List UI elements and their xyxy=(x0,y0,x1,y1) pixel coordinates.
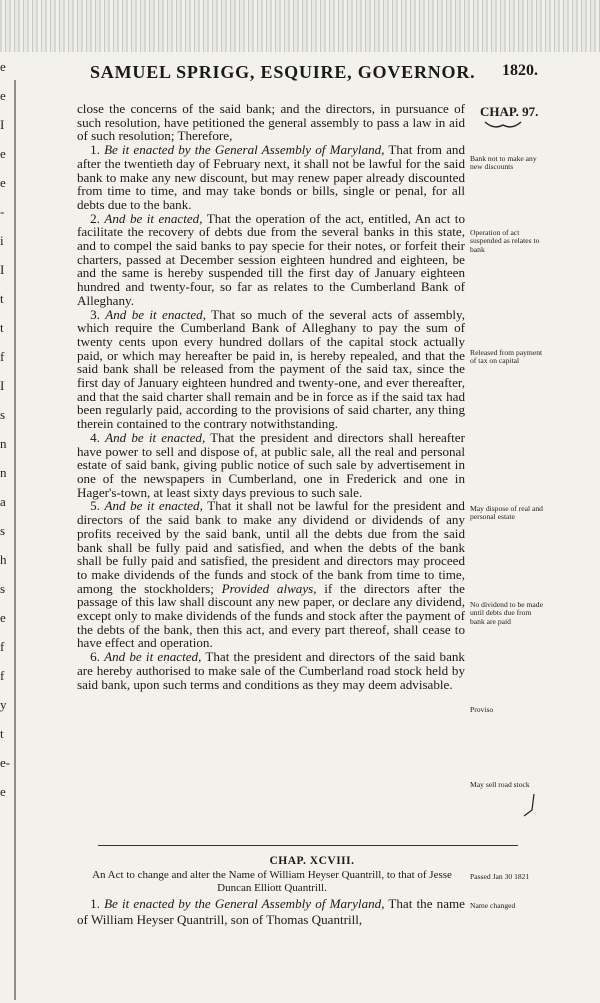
chapter-98-act-title: An Act to change and alter the Name of William Heyser Quantrill, to that of Jesse Duncan Elliott Quantrill. xyxy=(92,869,452,894)
gutter-letter: n xyxy=(0,436,7,451)
running-title: SAMUEL SPRIGG, ESQUIRE, GOVERNOR. xyxy=(90,62,476,82)
gutter-letter: - xyxy=(0,204,5,219)
gutter-letter: n xyxy=(0,465,7,480)
page-fold-line xyxy=(14,80,16,1000)
preamble-end: close the concerns of the said bank; and the directors, in pursuance of such resolution, have petitioned the general assembly to pass a law in aid of such resolution; Therefore, xyxy=(77,101,465,144)
gutter-letter: s xyxy=(0,407,6,422)
margin-note-proviso: Proviso xyxy=(470,705,494,714)
adjacent-page-gutter xyxy=(0,52,12,1003)
gutter-letter: s xyxy=(0,523,6,538)
margin-note-passed-date: Passed Jan 30 1821 xyxy=(470,872,530,881)
gutter-letter: e- xyxy=(0,755,11,770)
gutter-letter: y xyxy=(0,697,7,712)
margin-note-name-changed: Name changed xyxy=(470,901,516,910)
statute-body xyxy=(77,102,465,691)
section-4: 4. And be it enacted, That the president and directors shall hereafter have power to sell and dispose of, at public sale, all the real and personal estate of said bank, giving public notice of such sale by advertisement in one of the newspapers in Cumberland, one in Frederick and one in Hager's-town, at least sixty days previous to such sale. xyxy=(77,429,465,500)
section-6: 6. And be it enacted, That the president and directors of the said bank are hereby authorised to make sale of the Cumberland road stock held by said bank, upon such terms and conditions as they may deem advisable. xyxy=(77,649,465,692)
gutter-letter: I xyxy=(0,117,5,132)
margin-note-road-stock: May sell road stock xyxy=(470,780,530,789)
gutter-letter: e xyxy=(0,784,6,799)
margin-note-act-suspended: Operation of act suspended as relates to bank xyxy=(470,228,540,254)
margin-note-dispose-estate: May dispose of real and personal estate xyxy=(470,504,543,522)
gutter-letter: f xyxy=(0,668,5,683)
margin-note-no-dividend: No dividend to be made until debts due from bank are paid xyxy=(470,600,543,626)
section-1: 1. Be it enacted by the General Assembly of Maryland, That from and after the twentieth day of February next, it shall not be lawful for the said bank to make any new discount, but may renew paper already discounted from time to time, and may take bonds or bills, single or penal, for all debts due to the bank. xyxy=(77,142,466,212)
pen-mark xyxy=(520,792,540,822)
gutter-letter: e xyxy=(0,175,6,190)
section-5: 5. And be it enacted, That it shall not be lawful for the president and directors of the said bank to make any dividend or dividends of any profits received by the said bank, until all the debts due from the said bank shall be fully paid and satisfied, and when the debts of the bank shall be fully paid and satisfied, the president and directors may proceed to make dividends of the funds and stock of the bank from time to time, among the stockholders; Provided always, if the directors after the passage of this law shall discount any new paper, or declare any dividend, except only to make dividends of the funds and stock after the payment of the debts of the bank, then this act, and every part thereof, shall cease to have effect and operation. xyxy=(77,498,465,651)
gutter-letter: s xyxy=(0,581,6,596)
chapter-side-label: CHAP. 97. xyxy=(480,104,539,119)
gutter-letter: t xyxy=(0,291,4,306)
scan-noise-band xyxy=(0,0,600,52)
gutter-letter: t xyxy=(0,726,4,741)
gutter-letter: i xyxy=(0,233,4,248)
section-3: 3. And be it enacted, That so much of the several acts of assembly, which require the Cumberland Bank of Alleghany to pay the sum of twenty cents upon every hundred dollars of the capital stock actually paid, or which may hereafter be paid in, is hereby repealed, and that the said bank shall be released from the payment of the said tax, since the first day of January eighteen hundred and twenty-one, and ever thereafter, and that the said charter shall remain and be in force as if the said tax had been regularly paid, according to the provisions of said charter, any thing therein contained to the contrary notwithstanding. xyxy=(77,306,465,432)
running-header xyxy=(0,62,600,86)
margin-note-no-discounts: Bank not to make any new discounts xyxy=(470,154,537,172)
section-2: 2. And be it enacted, That the operation of the act, entitled, An act to facilitate the recovery of debts due from the several banks in this state, and to compel the said banks to pay specie for their notes, or forfeit their charters, passed at December session eighteen hundred and eighteen, be and the same is hereby suspended till the first day of January eighteen hundred and twenty-four, so far as relates to the Cumberland Bank of Alleghany. xyxy=(77,210,465,308)
gutter-letter: e xyxy=(0,88,6,103)
gutter-letter: I xyxy=(0,378,5,393)
gutter-letter: e xyxy=(0,59,6,74)
gutter-letter: f xyxy=(0,639,5,654)
gutter-letter: e xyxy=(0,146,6,161)
gutter-letter: a xyxy=(0,494,6,509)
section-divider xyxy=(98,845,518,846)
gutter-letter: t xyxy=(0,320,4,335)
page-year: 1820. xyxy=(502,62,538,79)
chapter-98-section-1: 1. Be it enacted by the General Assembly of Maryland, That the name of William Heyser Quantrill, son of Thomas Quantrill, xyxy=(77,896,465,927)
margin-note-tax-released: Released from payment of tax on capital xyxy=(470,348,543,366)
chapter-98-heading: CHAP. XCVIII. xyxy=(269,855,355,867)
gutter-letter: e xyxy=(0,610,6,625)
chapter-brace xyxy=(484,120,522,130)
gutter-letter: h xyxy=(0,552,7,567)
gutter-letter: f xyxy=(0,349,5,364)
gutter-letter: I xyxy=(0,262,5,277)
